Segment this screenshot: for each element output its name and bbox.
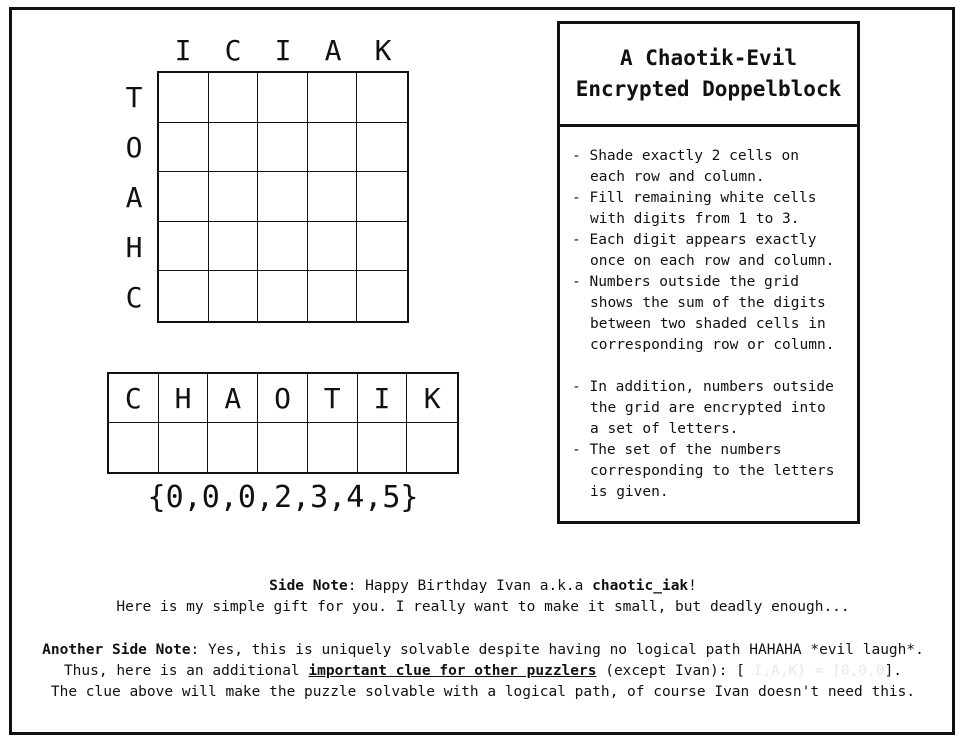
key-letter: I	[358, 374, 408, 423]
key-value-cell[interactable]	[358, 423, 408, 472]
grid-cell[interactable]	[159, 172, 209, 222]
side-note-label: Side Note	[269, 578, 348, 594]
rules-panel	[557, 21, 860, 524]
key-letter: H	[159, 374, 209, 423]
grid-cell[interactable]	[209, 172, 259, 222]
grid-cell[interactable]	[209, 222, 259, 272]
row-clue: C	[125, 281, 143, 314]
column-clue: K	[374, 34, 392, 67]
side-note-text: : Happy Birthday Ivan a.k.a	[347, 578, 593, 594]
grid-cell[interactable]	[258, 172, 308, 222]
letter-key-table	[107, 372, 459, 474]
important-clue-link[interactable]: important clue for other puzzlers	[308, 663, 597, 679]
key-letter: T	[308, 374, 358, 423]
key-letter: O	[258, 374, 308, 423]
clue-explanation: The clue above will make the puzzle solvable with a logical path, of course Ivan doesn't need this.	[50, 684, 916, 700]
grid-cell[interactable]	[357, 73, 407, 123]
another-note-label: Another Side Note	[42, 642, 191, 658]
puzzle-title	[560, 24, 857, 127]
key-letter: K	[407, 374, 457, 423]
clue-line-mid: (except Ivan): [	[596, 663, 745, 679]
grid-cell[interactable]	[357, 123, 407, 173]
grid-cell[interactable]	[308, 271, 358, 321]
column-clue: A	[324, 34, 342, 67]
column-clue: I	[174, 34, 192, 67]
grid-cell[interactable]	[209, 123, 259, 173]
clue-line-end: ].	[884, 663, 903, 679]
title-line: Encrypted Doppelblock	[575, 77, 842, 101]
key-letter: C	[109, 374, 159, 423]
another-note-text: : Yes, this is uniquely solvable despite having no logical path HAHAHA *evil laugh*.	[190, 642, 924, 658]
rules-list	[560, 127, 857, 503]
grid-cell[interactable]	[209, 73, 259, 123]
key-value-cell[interactable]	[109, 423, 159, 472]
title-line: A Chaotik-Evil	[619, 46, 797, 70]
grid-cell[interactable]	[209, 271, 259, 321]
clue-line-start: Thus, here is an additional	[63, 663, 309, 679]
another-side-note	[20, 640, 946, 661]
rule-item: - The set of the numbers corresponding to the letters is given.	[572, 442, 835, 500]
side-note-end: !	[688, 578, 697, 594]
grid-cell[interactable]	[258, 271, 308, 321]
grid-cell[interactable]	[357, 271, 407, 321]
clue-line	[20, 661, 946, 682]
number-set: {0,0,0,2,3,4,5}	[147, 480, 419, 515]
side-note-name: chaotic_iak	[592, 578, 689, 594]
key-letter: A	[208, 374, 258, 423]
row-clue: O	[125, 131, 143, 164]
rule-item: - In addition, numbers outside the grid are encrypted into a set of letters.	[572, 379, 834, 437]
grid-cell[interactable]	[308, 222, 358, 272]
grid-cell[interactable]	[159, 123, 209, 173]
hidden-clue-text: I,A,K) = [0,0,0	[744, 663, 885, 679]
rule-item: - Shade exactly 2 cells on each row and column.	[572, 148, 799, 185]
key-value-cell[interactable]	[258, 423, 308, 472]
key-value-cell[interactable]	[308, 423, 358, 472]
notes-section	[20, 576, 946, 703]
grid-cell[interactable]	[258, 123, 308, 173]
grid-cell[interactable]	[357, 172, 407, 222]
grid-cell[interactable]	[258, 222, 308, 272]
grid-cell[interactable]	[159, 73, 209, 123]
grid-cell[interactable]	[308, 123, 358, 173]
rule-item: - Numbers outside the grid shows the sum of the digits between two shaded cells in corresponding row or column.	[572, 274, 835, 353]
grid-cell[interactable]	[159, 222, 209, 272]
grid-cell[interactable]	[308, 172, 358, 222]
row-clue: H	[125, 231, 143, 264]
row-clue: T	[125, 81, 143, 114]
key-value-cell[interactable]	[407, 423, 457, 472]
side-note	[20, 576, 946, 597]
grid-cell[interactable]	[357, 222, 407, 272]
key-value-cell[interactable]	[208, 423, 258, 472]
row-clue: A	[125, 181, 143, 214]
rule-item: - Each digit appears exactly once on each row and column.	[572, 232, 835, 269]
side-note-line2: Here is my simple gift for you. I really want to make it small, but deadly enough...	[116, 599, 850, 615]
grid-cell[interactable]	[308, 73, 358, 123]
grid-cell[interactable]	[258, 73, 308, 123]
grid-cell[interactable]	[159, 271, 209, 321]
column-clue: C	[224, 34, 242, 67]
rule-item: - Fill remaining white cells with digits from 1 to 3.	[572, 190, 817, 227]
column-clue: I	[274, 34, 292, 67]
puzzle-grid	[157, 71, 409, 323]
key-value-cell[interactable]	[159, 423, 209, 472]
